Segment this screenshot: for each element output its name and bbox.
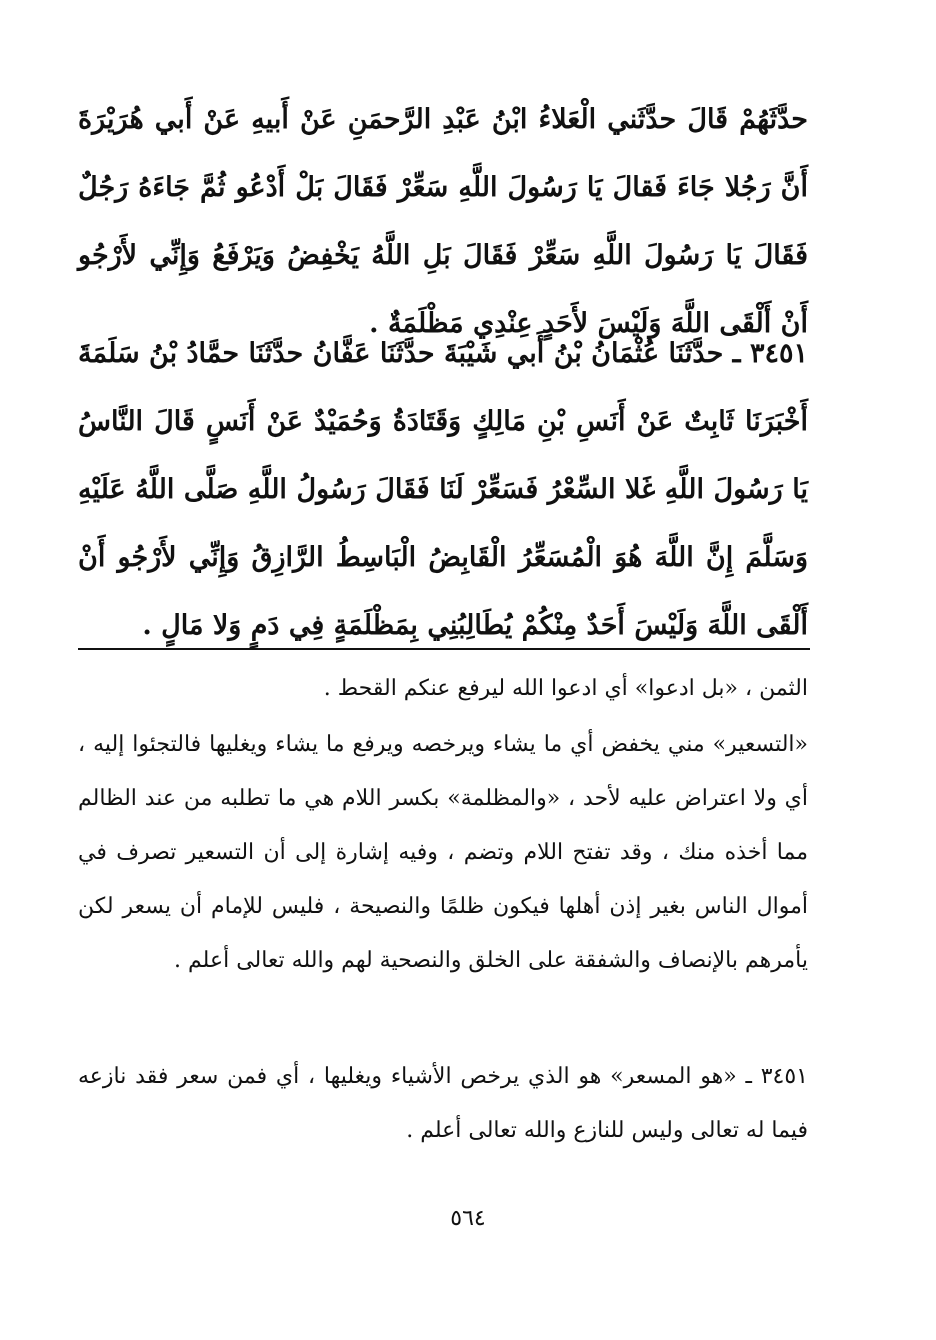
commentary-text: الثمن ، «بل ادعوا» أي ادعوا الله ليرفع عنكم القحط . (323, 676, 808, 701)
hadith-text-continuation (78, 86, 808, 358)
page-number: ٥٦٤ (450, 1206, 486, 1231)
hadith-paragraph: حدَّثَنَا عُثْمَانُ بْنُ أَبي شَيْبَةَ حدَّثَنَا عَفَّانُ حدَّثَنَا حمَّادُ بْنُ سَلَمَةَ أَخْبَرَنَا ثَابِتٌ عَنْ أَنَسِ بْنِ مَالِكٍ وَقَتَادَةُ وَحُمَيْدٌ عَنْ أَنَسٍ قَالَ النَّاسُ يَا رَسُولَ اللَّهِ غَلا السِّعْرُ فَسَعِّرْ لَنَا فَقَالَ رَسُولُ اللَّهِ صَلَّى اللَّهُ عَلَيْهِ وَسَلَّمَ إِنَّ اللَّهَ هُوَ الْمُسَعِّرُ الْقَابِضُ الْبَاسِطُ الرَّازِقُ وَإِنِّي لأَرْجُو أَنْ أَلْقَى اللَّهَ وَلَيْسَ أَحَدٌ مِنْكُمْ يُطَالِبُنِي بِمَظْلَمَةٍ فِي دَمٍ وَلا مَالٍ . (78, 338, 808, 641)
footnote-divider (78, 648, 810, 650)
commentary-text: ٣٤٥١ ـ «هو المسعر» هو الذي يرخص الأشياء ويغليها ، أي فمن سعر فقد نازعه فيما له تعالى وليس للنازع والله تعالى أعلم . (78, 1064, 808, 1143)
commentary-text: «التسعير» مني يخفض أي ما يشاء ويرخصه ويرفع ما يشاء ويغليها فالتجئوا إليه ، أي ولا اعتراض عليه لأحد ، «والمظلمة» بكسر اللام هي ما تطلبه من عند الظالم مما أخذه منك ، وقد تفتح اللام وتضم ، وفيه إشارة إلى أن التسعير تصرف في أموال الناس بغير إذن أهلها فيكون ظلمًا والنصيحة ، فليس للإمام أن يسعر لكن يأمرهم بالإنصاف والشفقة على الخلق والنصحية لهم والله تعالى أعلم . (78, 732, 808, 973)
commentary-note (78, 662, 808, 716)
hadith-3451-text (78, 320, 808, 660)
commentary-note (78, 718, 808, 988)
hadith-number: ٣٤٥١ (749, 338, 808, 369)
hadith-paragraph: حدَّثَهُمْ قَالَ حدَّثَني الْعَلاءُ ابْنُ عَبْدِ الرَّحمَنِ عَنْ أَبيهِ عَنْ أَبي هُرَيْرَةَ أَنَّ رَجُلا جَاءَ فَقالَ يَا رَسُولَ اللَّهِ سَعِّرْ فَقَالَ بَلْ أَدْعُو ثُمَّ جَاءَهُ رَجُلٌ فَقَالَ يَا رَسُولَ اللَّهِ سَعِّرْ فَقَالَ بَلِ اللَّهُ يَخْفِضُ وَيَرْفَعُ وَإِنِّي لأَرْجُو أَنْ أَلْقَى اللَّهَ وَلَيْسَ لأَحَدٍ عِنْدِي مَظْلَمَةٌ . (78, 104, 808, 339)
commentary-note (78, 1050, 808, 1158)
hadith-dash: ـ (723, 338, 741, 369)
